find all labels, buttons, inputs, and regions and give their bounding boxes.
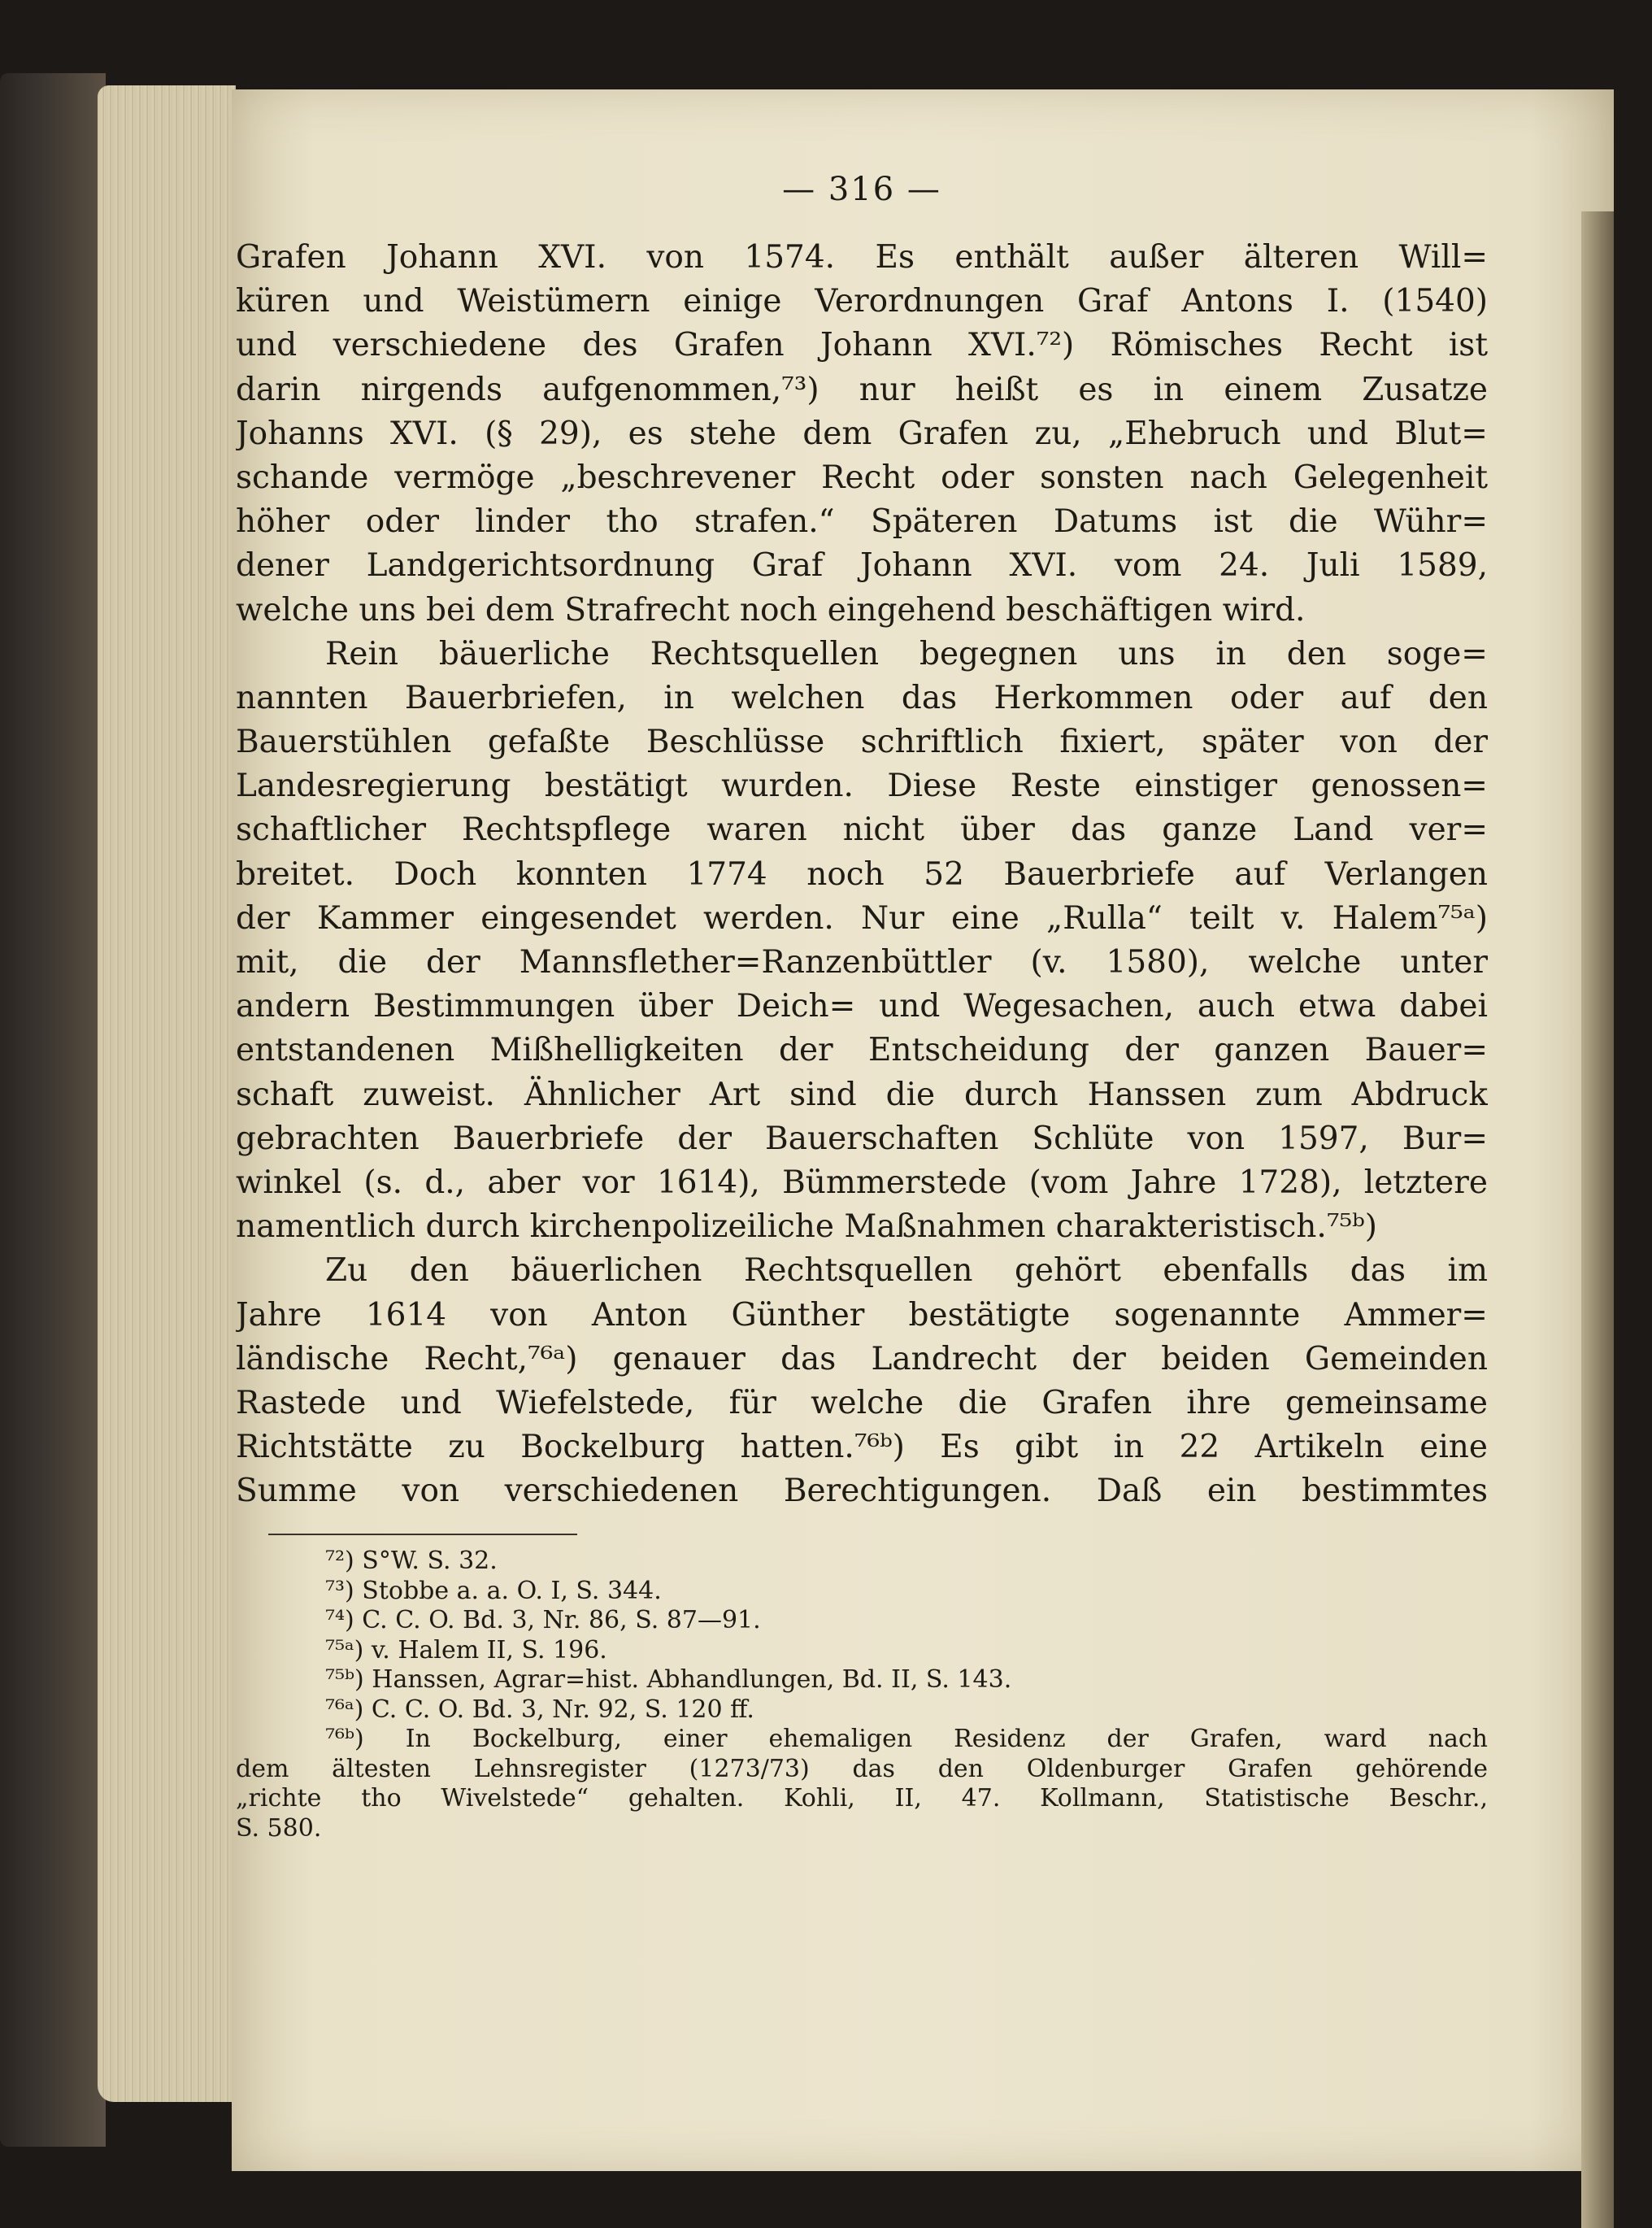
footnote-line: ⁷³) Stobbe a. a. O. I, S. 344. xyxy=(325,1576,662,1605)
text-line: schaftlicher Rechtspflege waren nicht über das ganze Land ver= xyxy=(236,812,1488,849)
text-line: küren und Weistümern einige Verordnungen Graf Antons I. (1540) xyxy=(236,283,1488,320)
text-line: breitet. Doch konnten 1774 noch 52 Bauerbriefe auf Verlangen xyxy=(236,855,1488,893)
footnote-line: ⁷²) S°W. S. 32. xyxy=(325,1547,498,1575)
text-line: Grafen Johann XVI. von 1574. Es enthält außer älteren Will= xyxy=(236,239,1488,276)
text-line: schande vermöge „beschrevener Recht oder sonsten nach Gelegenheit xyxy=(236,459,1488,496)
footnote-line: S. 580. xyxy=(236,1813,322,1843)
footnote-line: ⁷⁴) C. C. O. Bd. 3, Nr. 86, S. 87—91. xyxy=(325,1606,761,1634)
body-text xyxy=(236,236,1488,1513)
text-line: der Kammer eingesendet werden. Nur eine „Rulla“ teilt v. Halem⁷⁵ᵃ) xyxy=(236,899,1488,937)
page-gutter xyxy=(1581,211,1614,2228)
text-line: höher oder linder tho strafen.“ Späteren Datums ist die Wühr= xyxy=(236,503,1488,541)
footnote-line: dem ältesten Lehnsregister (1273/73) das den Oldenburger Grafen gehörende xyxy=(236,1754,1488,1783)
book-cover-edge xyxy=(0,73,106,2147)
text-line: Richtstätte zu Bockelburg hatten.⁷⁶ᵇ) Es gibt in 22 Artikeln eine xyxy=(236,1429,1488,1466)
footnote-divider xyxy=(268,1534,577,1535)
footnote-line: ⁷⁵ᵇ) Hanssen, Agrar=hist. Abhandlungen, Bd. II, S. 143. xyxy=(325,1665,1012,1694)
text-line: darin nirgends aufgenommen,⁷³) nur heißt es in einem Zusatze xyxy=(236,371,1488,408)
text-line: und verschiedene des Grafen Johann XVI.⁷²) Römisches Recht ist xyxy=(236,327,1488,364)
text-line: dener Landgerichtsordnung Graf Johann XVI. vom 24. Juli 1589, xyxy=(236,547,1488,585)
text-line: Zu den bäuerlichen Rechtsquellen gehört ebenfalls das im xyxy=(325,1252,1488,1290)
text-line: andern Bestimmungen über Deich= und Wegesachen, auch etwa dabei xyxy=(236,988,1488,1025)
text-line: nannten Bauerbriefen, in welchen das Herkommen oder auf den xyxy=(236,679,1488,716)
text-line: gebrachten Bauerbriefe der Bauerschaften Schlüte von 1597, Bur= xyxy=(236,1120,1488,1157)
page-number-header: — 316 — xyxy=(782,171,941,208)
text-line: entstandenen Mißhelligkeiten der Entscheidung der ganzen Bauer= xyxy=(236,1032,1488,1069)
text-line: namentlich durch kirchenpolizeiliche Maßnahmen charakteristisch.⁷⁵ᵇ) xyxy=(236,1208,1377,1246)
text-line: welche uns bei dem Strafrecht noch eingehend beschäftigen wird. xyxy=(236,591,1306,629)
text-line: mit, die der Mannsflether=Ranzenbüttler (v. 1580), welche unter xyxy=(236,944,1488,981)
text-line: Summe von verschiedenen Berechtigungen. Daß ein bestimmtes xyxy=(236,1473,1488,1510)
footnote-line: ⁷⁶ᵇ) In Bockelburg, einer ehemaligen Residenz der Grafen, ward nach xyxy=(325,1725,1488,1753)
text-line: Bauerstühlen gefaßte Beschlüsse schriftlich fixiert, später von der xyxy=(236,724,1488,761)
text-line: Johanns XVI. (§ 29), es stehe dem Grafen zu, „Ehebruch und Blut= xyxy=(236,415,1488,452)
text-line: Landesregierung bestätigt wurden. Diese Reste einstiger genossen= xyxy=(236,768,1488,805)
footnote-line: ⁷⁵ᵃ) v. Halem II, S. 196. xyxy=(325,1635,607,1664)
text-line: Rastede und Wiefelstede, für welche die Grafen ihre gemeinsame xyxy=(236,1384,1488,1421)
footnote-line: „richte tho Wivelstede“ gehalten. Kohli, II, 47. Kollmann, Statistische Beschr., xyxy=(236,1784,1488,1812)
text-line: ländische Recht,⁷⁶ᵃ) genauer das Landrecht der beiden Gemeinden xyxy=(236,1340,1488,1377)
text-line: schaft zuweist. Ähnlicher Art sind die durch Hanssen zum Abdruck xyxy=(236,1076,1488,1113)
footnote-line: ⁷⁶ᵃ) C. C. O. Bd. 3, Nr. 92, S. 120 ff. xyxy=(325,1695,754,1724)
text-line: Jahre 1614 von Anton Günther bestätigte sogenannte Ammer= xyxy=(236,1296,1488,1334)
footnotes xyxy=(236,1547,1488,1843)
text-line: winkel (s. d., aber vor 1614), Bümmerstede (vom Jahre 1728), letztere xyxy=(236,1164,1488,1201)
text-line: Rein bäuerliche Rechtsquellen begegnen uns in den soge= xyxy=(325,635,1488,672)
page-edges xyxy=(98,85,236,2102)
